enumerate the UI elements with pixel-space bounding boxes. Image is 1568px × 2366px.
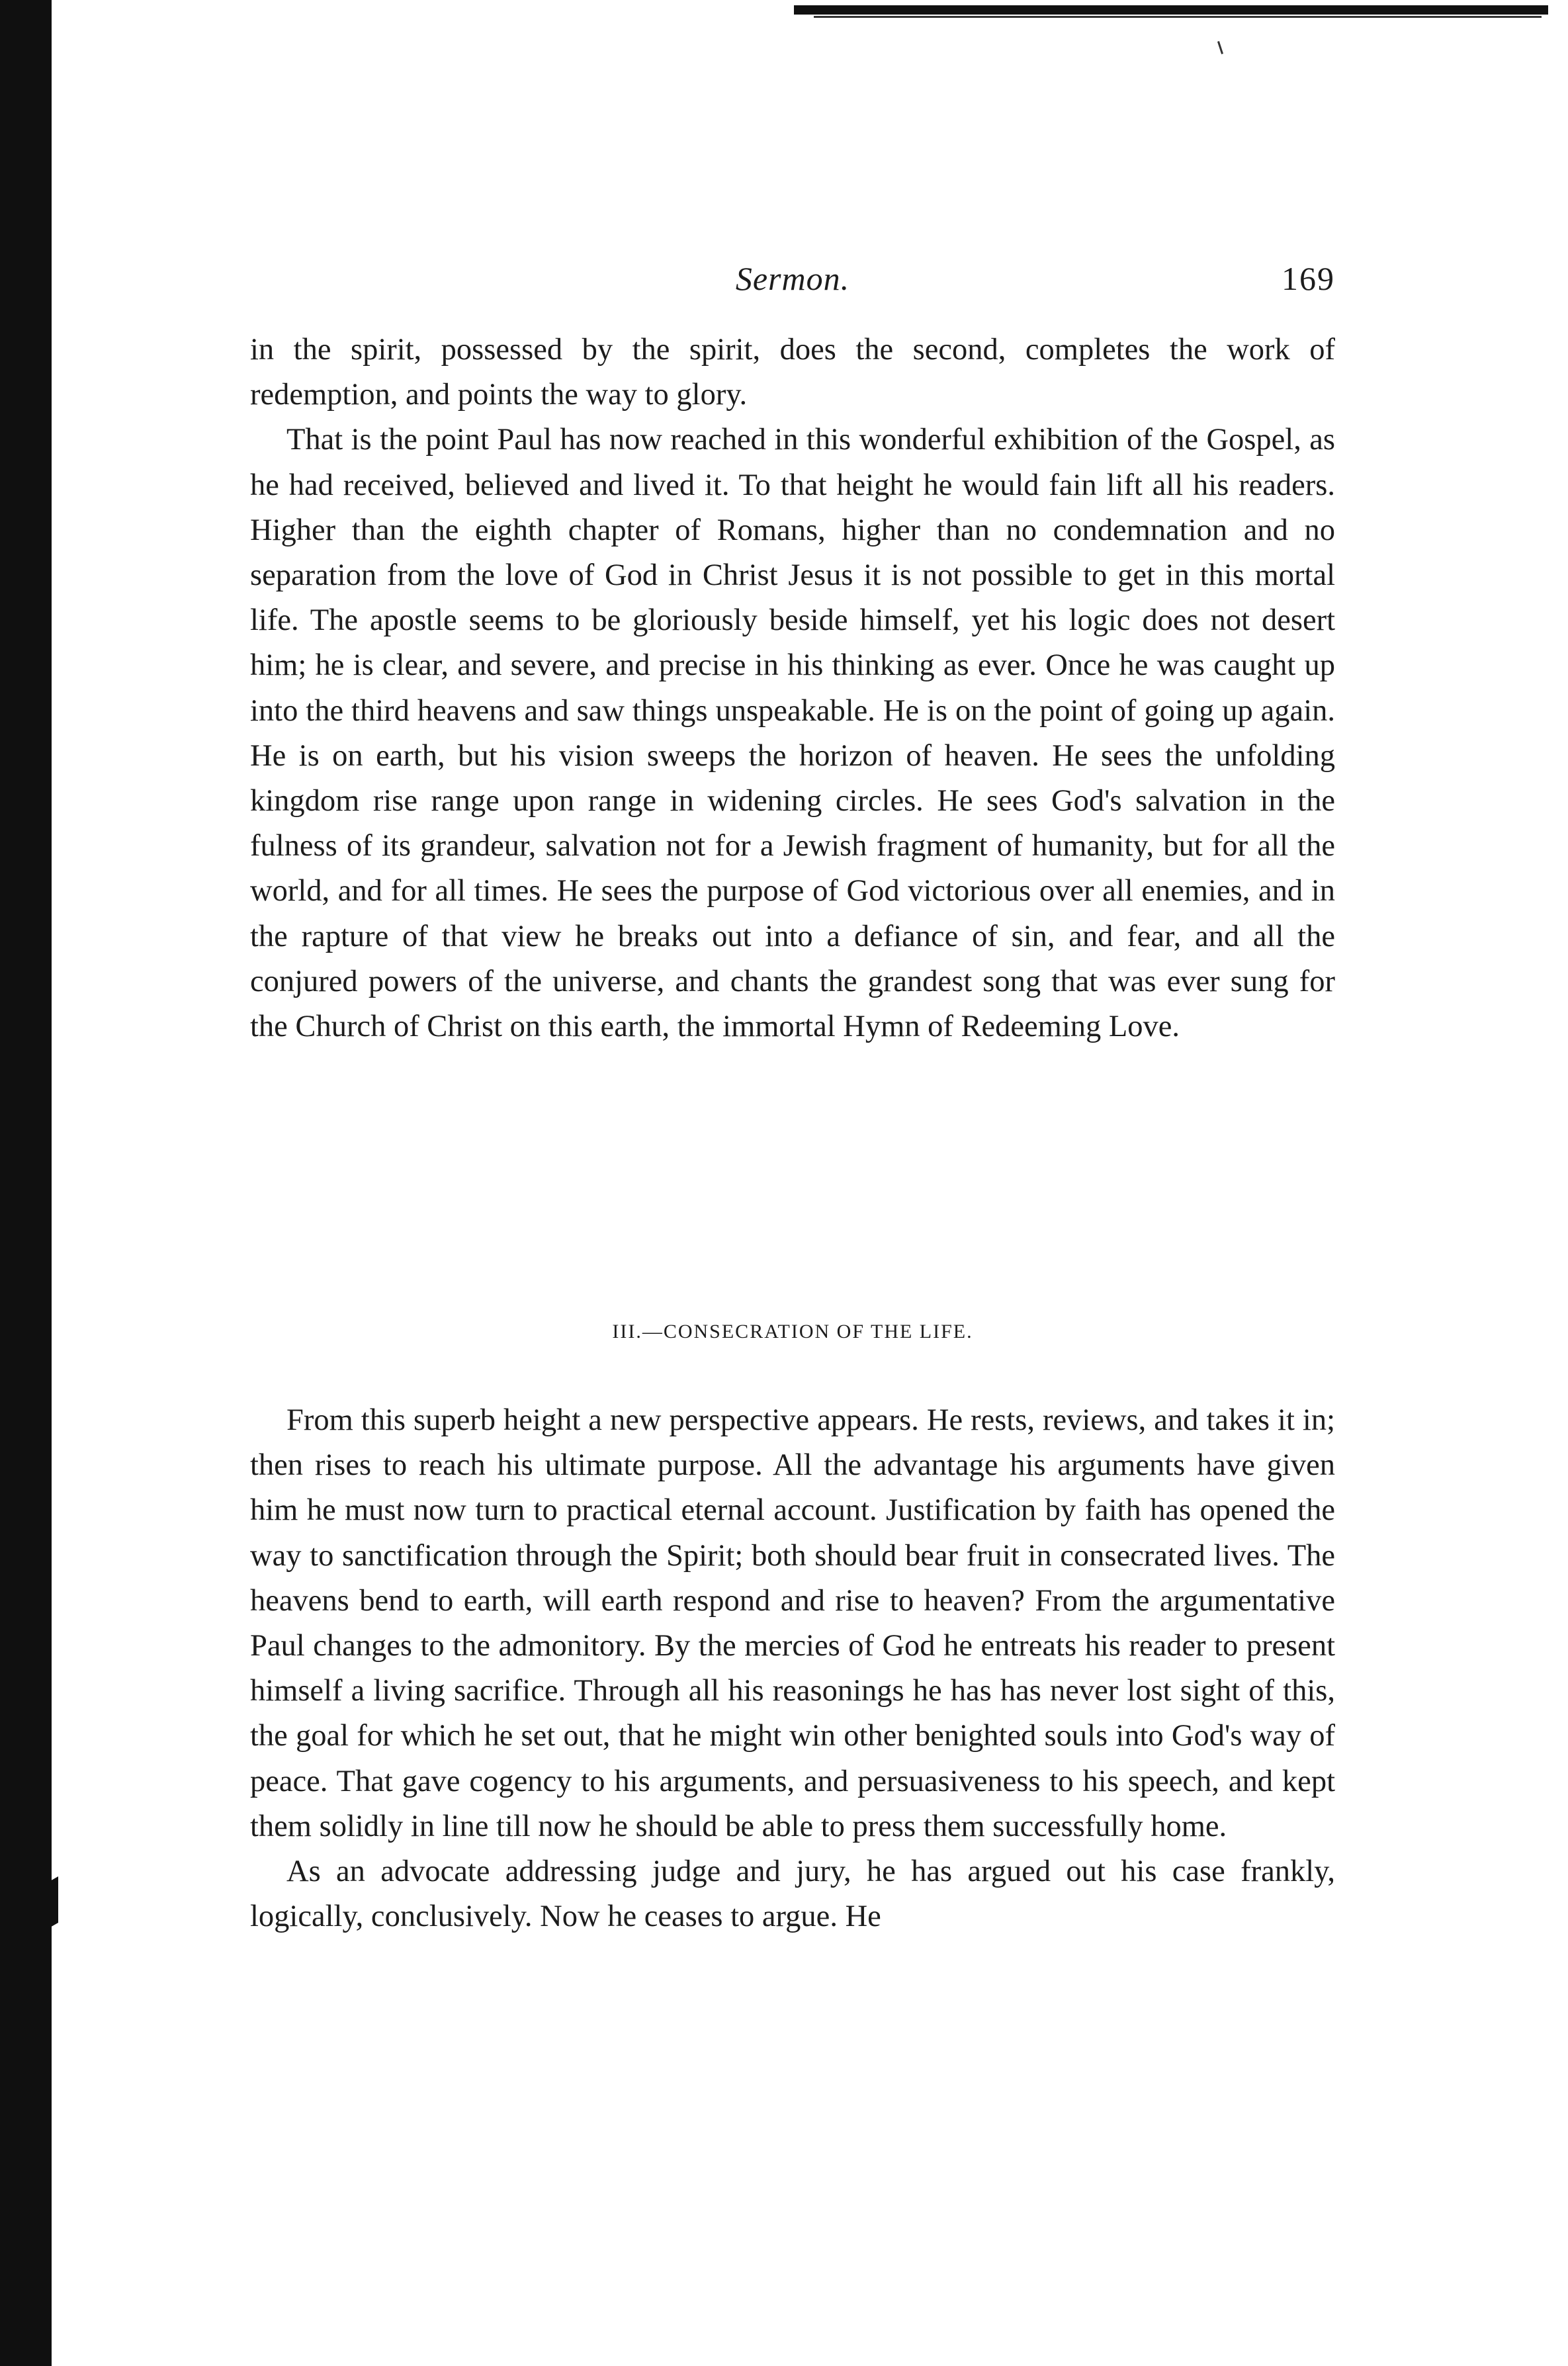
page-number: 169 [1282, 260, 1335, 297]
section-heading: III.—CONSECRATION OF THE LIFE. [612, 1321, 973, 1342]
body-text-lower [250, 1398, 1335, 1939]
paragraph-continuation: in the spirit, possessed by the spirit, does the second, completes the work of redemption, and points the way to glory. [250, 333, 1335, 412]
paragraph: From this superb height a new perspective appears. He rests, reviews, and takes it in; then rises to reach his ultimate purpose. All the advantage his arguments have given him he must now turn to practical eternal account. Justification by faith has opened the way to sanctification through the Spirit; both should bear fruit in consecrated lives. The heavens bend to earth, will earth respond and rise to heaven? From the argumentative Paul changes to the admonitory. By the mercies of God he entreats his reader to present himself a living sacrifice. Through all his reasonings he has has never lost sight of this, the goal for which he set out, that he might win other benighted souls into God's way of peace. That gave cogency to his arguments, and persuasiveness to his speech, and kept them solidly in line till now he should be able to press them successfully home. [250, 1403, 1335, 1843]
running-title: Sermon. [735, 260, 850, 297]
scan-mark [1217, 41, 1223, 54]
body-text-upper [250, 328, 1335, 1049]
scan-border-top-line [814, 16, 1542, 18]
scan-border-notch [49, 1876, 58, 1928]
paragraph: As an advocate addressing judge and jury, he has argued out his case frankly, logically, conclusively. Now he ceases to argue. He [250, 1855, 1335, 1934]
paragraph: That is the point Paul has now reached in this wonderful exhibition of the Gospel, as he had received, believed and lived it. To that height he would fain lift all his readers. Higher than the eighth chapter of Romans, higher than no condemnation and no separation from the love of God in Christ Jesus it is not possible to get in this mortal life. The apostle seems to be gloriously beside himself, yet his logic does not desert him; he is clear, and severe, and precise in his thinking as ever. Once he was caught up into the third heavens and saw things unspeakable. He is on the point of going up again. He is on earth, but his vision sweeps the horizon of heaven. He sees the unfolding kingdom rise range upon range in widening circles. He sees God's salvation in the fulness of its grandeur, salvation not for a Jewish fragment of humanity, but for all the world, and for all times. He sees the purpose of God victorious over all enemies, and in the rapture of that view he breaks out into a defiance of sin, and fear, and all the conjured powers of the universe, and chants the grandest song that was ever sung for the Church of Christ on this earth, the immortal Hymn of Redeeming Love. [250, 423, 1335, 1044]
scan-border-left [0, 0, 52, 2366]
page-header [250, 259, 1335, 307]
scan-border-top [794, 5, 1548, 15]
